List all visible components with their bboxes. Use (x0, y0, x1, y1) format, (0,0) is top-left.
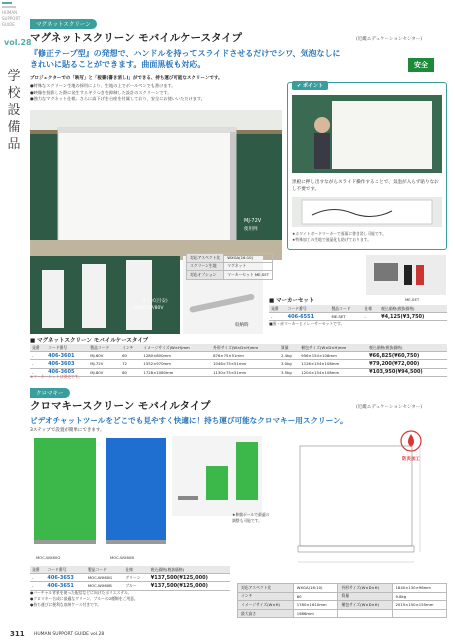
column-header: 発番 (30, 566, 45, 574)
bullet: ●強力なマグネット仕様。さらに高下げを台座を付属しており、安全にお使いいただけます。 (30, 96, 205, 101)
table-row (187, 262, 273, 271)
screen-sizes-icon (30, 256, 180, 334)
size-note-2: 60V/72V/80V (134, 306, 164, 311)
spec-value: マーカーセット ME-SET (224, 271, 273, 280)
spec-value: WXGA(16:10) (224, 254, 273, 263)
spec-value (392, 609, 447, 618)
green-screen-icon (30, 436, 100, 552)
side-label-3: GUIDE (2, 22, 15, 27)
page-number: 311 (10, 630, 25, 638)
side-volume: vol.28 (4, 38, 32, 47)
safety-badge: 安全 (408, 58, 434, 72)
product-title-2: クロマキースクリーン モバイルタイプ (30, 400, 211, 412)
cell: 1204×154×108mm (299, 368, 367, 376)
marker-writing-icon (292, 197, 442, 227)
price-cell: ¥4,125(¥3,750) (379, 313, 447, 321)
cell: - (362, 313, 379, 321)
vertical-char: 学 (7, 69, 21, 84)
side-logo (0, 0, 32, 60)
flame-label: 防炎加工 (402, 457, 420, 462)
vertical-char: 設 (7, 103, 21, 118)
guide-label: HUMAN SUPPORT GUIDE vol.28 (34, 632, 105, 637)
blue-screen-icon (104, 436, 168, 552)
lead-text (30, 48, 375, 70)
intro-text: プロジェクターでの「映写」と「板書(書き消し)」ができる、持ち運び可能なスクリーンです。 (30, 76, 223, 81)
table-row (30, 574, 230, 582)
table-row (187, 271, 273, 280)
column-header: 外形サイズ(W×D×H)mm (211, 344, 279, 352)
cell: 3.0kg (279, 360, 299, 368)
column-header: 税込価格(税抜価格) (367, 344, 447, 352)
cell: ME-SET (329, 313, 362, 321)
table-header (30, 566, 230, 574)
marker-title: ■ マーカーセット (269, 298, 315, 304)
aspect-spec-table (186, 253, 273, 280)
cell: 3.5kg (279, 368, 299, 376)
setup-steps-icon (172, 436, 262, 516)
column-header: 製品コード (88, 344, 120, 352)
column-header: 税込価格(税抜価格) (149, 566, 230, 574)
point-tag (292, 81, 328, 90)
point-box (287, 82, 447, 250)
cell: グリーン (123, 574, 148, 582)
green-screen-photo (30, 436, 100, 552)
table-header (30, 344, 447, 352)
product-title: マグネットスクリーン モバイルケースタイプ (30, 32, 242, 44)
column-header: コード番号 (45, 566, 85, 574)
cell: 60 (120, 352, 141, 360)
cell: 1280×800mm (141, 352, 211, 360)
storage-label: 収納時 (235, 323, 249, 328)
blue-screen-photo (104, 436, 168, 552)
table-note: ※マーカーセットは別売です。 (30, 374, 83, 379)
cell: - (30, 582, 45, 590)
bullet: ●クロマキー合成に最適なグリーン、ブルーの2種類をご用意。 (30, 596, 138, 601)
column-header: 仕様 (123, 566, 148, 574)
caption-green: MOC-WX60G (36, 555, 61, 560)
size-note: サイズ(目安) (142, 299, 168, 304)
column-header: 仕様 (362, 305, 379, 313)
product-table (30, 344, 447, 377)
cell: MJ-80V (88, 368, 120, 376)
cell: 2.4kg (279, 352, 299, 360)
vertical-char: 品 (7, 137, 21, 152)
table-row (238, 601, 447, 610)
maker-label-2: (近畿エデュケーションセンター) (356, 405, 423, 410)
cell: 956×154×108mm (299, 352, 367, 360)
lead-line: 『修正テープ型』の発想で、ハンドルを持ってスライドさせるだけでシワ、気泡なしに (30, 49, 341, 58)
lead-line: きれいに貼ることができます。曲面黒板も対応。 (30, 60, 206, 69)
code-cell: 406-3653 (45, 574, 85, 582)
spec-key: イメージサイズ(W×H) (238, 601, 294, 610)
vertical-title (6, 68, 22, 153)
bullet: ●映像を投影した際に発生するギラつきを抑制した設計のスクリーンです。 (30, 89, 172, 95)
lead-text-2: ビデオチャットツールをどこでも見やすく快適に！持ち運び可能なクロマキー用スクリーン。 (30, 416, 348, 425)
spec-value: 1986mm (293, 609, 338, 618)
spec-key: 最大高さ (238, 609, 294, 618)
price-cell: ¥66,825(¥60,750) (367, 352, 447, 360)
point-note: ★特殊加工の生地で液晶化も防げております。 (292, 237, 372, 242)
table-row (30, 582, 230, 590)
column-header: 発番 (269, 305, 286, 313)
cell: - (30, 368, 46, 376)
table-row (238, 592, 447, 601)
spec-value: 80 (293, 592, 338, 601)
maker-label: (近畿エデュケーションセンター) (356, 37, 423, 42)
sub-text-2: 3ステップで設置が簡単にできます。 (30, 428, 105, 433)
spec-key: 対応オプション (187, 271, 224, 280)
cell: 876×75×51mm (211, 352, 279, 360)
cell: 1130×75×51mm (211, 368, 279, 376)
column-header: イメージサイズ(W×H)mm (141, 344, 211, 352)
table-row (269, 313, 447, 321)
marker-model: ME-SET (405, 297, 420, 302)
spec-key: 対応アスペクト比 (238, 584, 294, 593)
cell: MJ-72V (88, 360, 120, 368)
table-row (30, 352, 447, 360)
marker-set-icon (366, 255, 446, 295)
cell: - (30, 574, 45, 582)
column-header: 製品コード (329, 305, 362, 313)
vertical-char: 備 (7, 120, 21, 135)
bullet: ●バーチャル背景を使った配信などに向けたポリエステル。 (30, 590, 132, 595)
category-tag-2: クロマキー (30, 388, 70, 398)
spec-value: 9.8kg (392, 592, 447, 601)
cell: 80 (120, 368, 141, 376)
cell: MOC-WX60B (86, 582, 124, 590)
table-row (30, 360, 447, 368)
column-header: コード番号 (286, 305, 330, 313)
column-header: 質量 (279, 344, 299, 352)
column-header: コード番号 (46, 344, 88, 352)
cell: - (30, 360, 46, 368)
table-row (30, 368, 447, 376)
table-row (238, 609, 447, 618)
price-cell: ¥137,500(¥125,000) (149, 574, 230, 582)
spec-value: マグネット (224, 262, 273, 271)
dimension-diagram-icon (290, 440, 440, 582)
price-cell: ¥79,200(¥72,000) (367, 360, 447, 368)
check-icon: ✔ (297, 83, 303, 89)
spec-key: 質量 (338, 592, 392, 601)
point-text: 黒板に押し出すながらスライド操作することで、気泡が入らず貼りなおし不要です。 (292, 180, 439, 192)
spec-key (338, 609, 392, 618)
caption-blue: MOC-WX60B (110, 555, 134, 560)
column-header: 税込価格(税抜価格) (379, 305, 447, 313)
cell: 1728×1080mm (141, 368, 211, 376)
table-row (238, 584, 447, 593)
spec-value: WXGA(16:10) (293, 584, 338, 593)
vertical-char: 校 (7, 86, 21, 101)
code-cell: 406-3605 (46, 368, 88, 376)
size-photo (30, 256, 180, 334)
product-photo (30, 110, 282, 260)
column-header: インチ (120, 344, 141, 352)
cell: 1046×75×51mm (211, 360, 279, 368)
spec-key: 梱包サイズ(W×D×H) (338, 601, 392, 610)
table-title: ■ マグネットスクリーン モバイルケースタイプ (30, 338, 149, 344)
screen-model-label: MJ-72V (244, 218, 262, 224)
spec-value: 1840×130×96mm (392, 584, 447, 593)
table-row (187, 254, 273, 263)
table-header (269, 305, 447, 313)
screen-usage-label: 使用例 (244, 227, 258, 232)
price-cell: ¥103,950(¥94,500) (367, 368, 447, 376)
column-header: 製品コード (86, 566, 124, 574)
column-header: 発番 (30, 344, 46, 352)
side-label-1: HUMAN (2, 10, 18, 15)
column-header: 梱包サイズ(W×D×H)mm (299, 344, 367, 352)
chroma-bullets (30, 590, 138, 608)
cell: 72 (120, 360, 141, 368)
code-cell: 406-3651 (45, 582, 85, 590)
point-notes (292, 231, 446, 243)
steps-photo (172, 436, 262, 516)
cell: 1552×970mm (141, 360, 211, 368)
cell: MJ-60V (88, 352, 120, 360)
point-tag-label: ポイント (302, 83, 323, 89)
category-tag: マグネットスクリーン (30, 19, 97, 29)
bullet: ●持ち運びに便利な収納ケース付きです。 (30, 602, 102, 607)
code-cell: 406-6551 (286, 313, 330, 321)
point-photo (292, 95, 442, 173)
price-cell: ¥137,500(¥125,000) (149, 582, 230, 590)
cell: MOC-WX60G (86, 574, 124, 582)
point-photo-icon (292, 95, 442, 173)
code-cell: 406-3603 (46, 360, 88, 368)
pole-note: ★伸縮ポールで最適の調整も可能です。 (232, 512, 270, 523)
chroma-table (30, 566, 230, 591)
spec-value: 2015×150×155mm (392, 601, 447, 610)
spec-value: 1780×1610mm (293, 601, 338, 610)
point-note: ★ホワイトボードマーカーで面面に書き消し可能です。 (292, 231, 387, 236)
cell: ブルー (123, 582, 148, 590)
spec-key: 対応アスペクト比 (187, 254, 224, 263)
point-photo-2 (292, 197, 442, 227)
marker-photo (366, 255, 446, 295)
spec-key: スクリーン生地 (187, 262, 224, 271)
classroom-photo-icon (30, 110, 282, 260)
marker-table (269, 305, 447, 321)
cell: 1126×154×108mm (299, 360, 367, 368)
feature-bullets (30, 83, 285, 103)
side-label-2: SUPPORT (2, 16, 21, 21)
spec-key: インチ (238, 592, 294, 601)
chroma-spec-table (237, 583, 447, 618)
spec-key: 外形サイズ(W×D×H) (338, 584, 392, 593)
dimension-drawing (290, 440, 440, 582)
marker-note: ■黒・赤マーカーとイレーサーセットです。 (269, 321, 345, 326)
bullet: ●特殊なスクリーン生地の採用により、生地の上でボールペンでも書けます。 (30, 83, 176, 88)
code-cell: 406-3601 (46, 352, 88, 360)
cell: - (269, 313, 286, 321)
cell: - (30, 352, 46, 360)
